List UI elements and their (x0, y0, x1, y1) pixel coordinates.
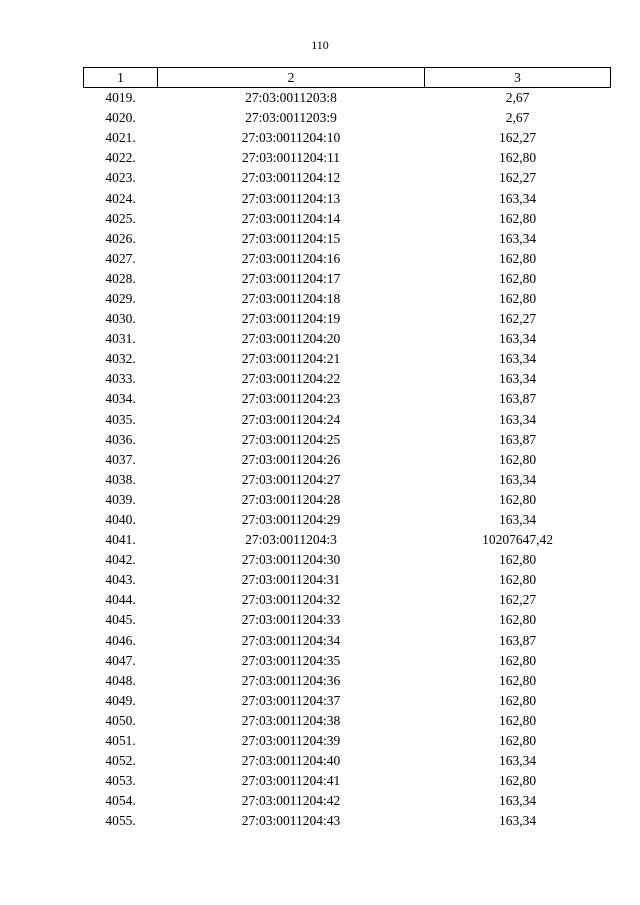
table-body (84, 88, 611, 832)
row-number-cell: 4021. (105, 130, 136, 146)
row-number-cell: 4042. (105, 552, 136, 568)
area-value-cell: 162,27 (498, 311, 537, 327)
table-row (84, 450, 611, 470)
row-number-cell: 4039. (105, 491, 136, 507)
column-header-1: 1 (84, 68, 158, 88)
row-number-cell: 4043. (105, 572, 136, 588)
table-row (84, 209, 611, 229)
table-row (84, 188, 611, 208)
row-number-cell: 4034. (105, 391, 136, 407)
row-number-cell: 4049. (105, 692, 136, 708)
area-value-cell: 162,80 (498, 491, 537, 507)
table-row (84, 108, 611, 128)
row-number-cell: 4047. (105, 652, 136, 668)
row-number-cell: 4022. (105, 150, 136, 166)
table-row (84, 550, 611, 570)
area-value-cell: 163,34 (498, 793, 537, 809)
cadastral-number-cell: 27:03:0011204:23 (241, 391, 341, 407)
area-value-cell: 163,34 (498, 351, 537, 367)
row-number-cell: 4019. (105, 90, 136, 106)
cadastral-number-cell: 27:03:0011204:34 (241, 632, 341, 648)
cadastral-number-cell: 27:03:0011204:3 (245, 532, 337, 548)
cadastral-table (83, 67, 611, 831)
cadastral-number-cell: 27:03:0011204:25 (241, 431, 341, 447)
table-row (84, 590, 611, 610)
cadastral-number-cell: 27:03:0011204:41 (241, 773, 341, 789)
area-value-cell: 163,34 (498, 331, 537, 347)
table-row (84, 470, 611, 490)
table-row (84, 128, 611, 148)
cadastral-number-cell: 27:03:0011204:17 (241, 270, 341, 286)
row-number-cell: 4023. (105, 170, 136, 186)
row-number-cell: 4025. (105, 210, 136, 226)
area-value-cell: 162,27 (498, 130, 537, 146)
cadastral-number-cell: 27:03:0011204:21 (241, 351, 341, 367)
row-number-cell: 4044. (105, 592, 136, 608)
row-number-cell: 4027. (105, 250, 136, 266)
table-row (84, 751, 611, 771)
table-row (84, 289, 611, 309)
row-number-cell: 4033. (105, 371, 136, 387)
cadastral-number-cell: 27:03:0011204:36 (241, 672, 341, 688)
row-number-cell: 4040. (105, 512, 136, 528)
table-row (84, 570, 611, 590)
table-row (84, 229, 611, 249)
cadastral-number-cell: 27:03:0011204:24 (241, 411, 341, 427)
area-value-cell: 163,34 (498, 230, 537, 246)
row-number-cell: 4036. (105, 431, 136, 447)
area-value-cell: 163,34 (498, 371, 537, 387)
cadastral-number-cell: 27:03:0011204:20 (241, 331, 341, 347)
cadastral-number-cell: 27:03:0011204:35 (241, 652, 341, 668)
row-number-cell: 4045. (105, 612, 136, 628)
cadastral-number-cell: 27:03:0011204:16 (241, 250, 341, 266)
cadastral-number-cell: 27:03:0011204:29 (241, 512, 341, 528)
row-number-cell: 4038. (105, 471, 136, 487)
area-value-cell: 163,87 (498, 431, 537, 447)
table-row (84, 771, 611, 791)
cadastral-number-cell: 27:03:0011204:10 (241, 130, 341, 146)
table-row (84, 148, 611, 168)
table-row (84, 651, 611, 671)
area-value-cell: 162,80 (498, 290, 537, 306)
table-row (84, 791, 611, 811)
column-header-2: 2 (158, 68, 425, 88)
area-value-cell: 162,80 (498, 250, 537, 266)
cadastral-number-cell: 27:03:0011203:9 (245, 110, 337, 126)
header-row (84, 68, 611, 88)
area-value-cell: 163,34 (498, 753, 537, 769)
table-row (84, 691, 611, 711)
cadastral-number-cell: 27:03:0011204:39 (241, 733, 341, 749)
cadastral-number-cell: 27:03:0011204:40 (241, 753, 341, 769)
cadastral-number-cell: 27:03:0011204:37 (241, 692, 341, 708)
table-row (84, 269, 611, 289)
area-value-cell: 162,80 (498, 150, 537, 166)
row-number-cell: 4024. (105, 190, 136, 206)
table-row (84, 249, 611, 269)
table-row (84, 168, 611, 188)
table-row (84, 88, 611, 109)
row-number-cell: 4046. (105, 632, 136, 648)
area-value-cell: 162,80 (498, 612, 537, 628)
cadastral-number-cell: 27:03:0011204:30 (241, 552, 341, 568)
area-value-cell: 163,34 (498, 190, 537, 206)
table-row (84, 731, 611, 751)
row-number-cell: 4048. (105, 672, 136, 688)
row-number-cell: 4041. (105, 532, 136, 548)
table-row (84, 389, 611, 409)
cadastral-number-cell: 27:03:0011204:27 (241, 471, 341, 487)
row-number-cell: 4055. (105, 813, 136, 829)
cadastral-number-cell: 27:03:0011204:13 (241, 190, 341, 206)
cadastral-number-cell: 27:03:0011204:28 (241, 491, 341, 507)
cadastral-number-cell: 27:03:0011204:22 (241, 371, 341, 387)
table-header (84, 68, 611, 88)
area-value-cell: 162,80 (498, 552, 537, 568)
cadastral-number-cell: 27:03:0011204:42 (241, 793, 341, 809)
area-value-cell: 163,34 (498, 411, 537, 427)
cadastral-number-cell: 27:03:0011204:43 (241, 813, 341, 829)
area-value-cell: 2,67 (505, 110, 530, 126)
table-row (84, 490, 611, 510)
row-number-cell: 4026. (105, 230, 136, 246)
area-value-cell: 162,80 (498, 672, 537, 688)
area-value-cell: 162,80 (498, 692, 537, 708)
cadastral-number-cell: 27:03:0011204:31 (241, 572, 341, 588)
area-value-cell: 163,34 (498, 471, 537, 487)
cadastral-number-cell: 27:03:0011204:11 (241, 150, 340, 166)
area-value-cell: 163,87 (498, 632, 537, 648)
row-number-cell: 4028. (105, 270, 136, 286)
area-value-cell: 162,27 (498, 592, 537, 608)
area-value-cell: 2,67 (505, 90, 530, 106)
area-value-cell: 163,34 (498, 813, 537, 829)
row-number-cell: 4037. (105, 451, 136, 467)
area-value-cell: 162,80 (498, 210, 537, 226)
area-value-cell: 162,80 (498, 733, 537, 749)
cadastral-number-cell: 27:03:0011204:38 (241, 712, 341, 728)
area-value-cell: 162,80 (498, 451, 537, 467)
cadastral-number-cell: 27:03:0011204:14 (241, 210, 341, 226)
cadastral-number-cell: 27:03:0011204:32 (241, 592, 341, 608)
cadastral-number-cell: 27:03:0011204:26 (241, 451, 341, 467)
table-row (84, 329, 611, 349)
area-value-cell: 163,34 (498, 512, 537, 528)
cadastral-number-cell: 27:03:0011204:19 (241, 311, 341, 327)
area-value-cell: 162,80 (498, 712, 537, 728)
area-value-cell: 162,80 (498, 270, 537, 286)
row-number-cell: 4031. (105, 331, 136, 347)
table-row (84, 309, 611, 329)
row-number-cell: 4052. (105, 753, 136, 769)
cadastral-number-cell: 27:03:0011204:33 (241, 612, 341, 628)
table-row (84, 631, 611, 651)
area-value-cell: 162,27 (498, 170, 537, 186)
table-row (84, 349, 611, 369)
table-row (84, 811, 611, 831)
table-row (84, 711, 611, 731)
table-row (84, 410, 611, 430)
table-row (84, 369, 611, 389)
row-number-cell: 4053. (105, 773, 136, 789)
page-number: 110 (311, 38, 329, 52)
table-row (84, 430, 611, 450)
table-row (84, 530, 611, 550)
row-number-cell: 4035. (105, 411, 136, 427)
area-value-cell: 162,80 (498, 773, 537, 789)
row-number-cell: 4020. (105, 110, 136, 126)
cadastral-number-cell: 27:03:0011204:12 (241, 170, 341, 186)
area-value-cell: 163,87 (498, 391, 537, 407)
row-number-cell: 4054. (105, 793, 136, 809)
area-value-cell: 162,80 (498, 572, 537, 588)
column-header-3: 3 (425, 68, 611, 88)
row-number-cell: 4029. (105, 290, 136, 306)
cadastral-number-cell: 27:03:0011203:8 (245, 90, 337, 106)
table-row (84, 510, 611, 530)
row-number-cell: 4030. (105, 311, 136, 327)
area-value-cell: 10207647,42 (482, 532, 553, 548)
cadastral-number-cell: 27:03:0011204:18 (241, 290, 341, 306)
row-number-cell: 4050. (105, 712, 136, 728)
cadastral-number-cell: 27:03:0011204:15 (241, 230, 341, 246)
table-row (84, 671, 611, 691)
area-value-cell: 162,80 (498, 652, 537, 668)
row-number-cell: 4051. (105, 733, 136, 749)
table-row (84, 610, 611, 630)
row-number-cell: 4032. (105, 351, 136, 367)
